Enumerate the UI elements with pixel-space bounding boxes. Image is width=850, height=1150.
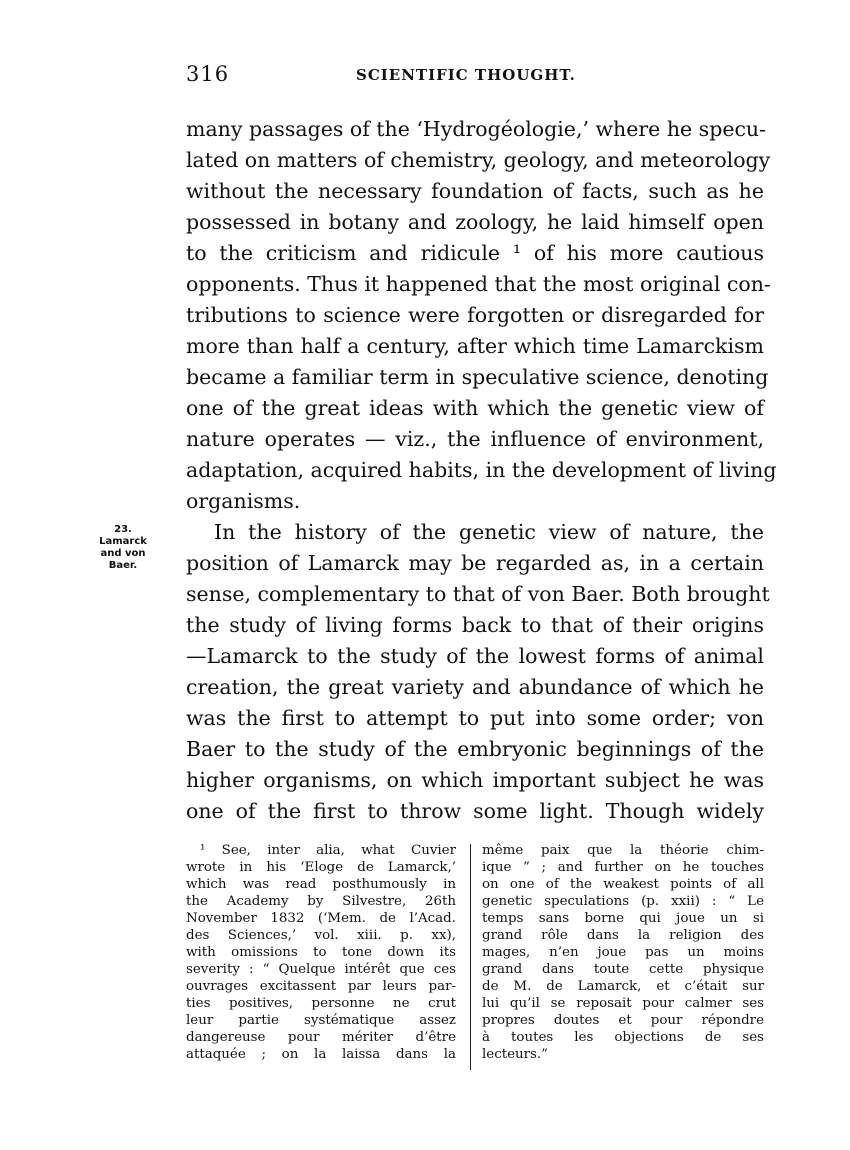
footnote-line: grand dans toute cette physique (482, 962, 764, 977)
footnote-line: lecteurs.” (482, 1047, 549, 1062)
footnote-line: de M. de Lamarck, et c’était sur (482, 979, 764, 994)
footnote-line: dangereuse pour mériter d’être (186, 1030, 456, 1045)
body-line: more than half a century, after which time Lamarckism (186, 334, 764, 358)
body-line: was the first to attempt to put into some order; von (186, 706, 764, 730)
footnote-line: temps sans borne qui joue un si (482, 911, 764, 926)
column-divider (470, 844, 471, 1070)
footnote-line: propres doutes et pour répondre (482, 1013, 764, 1028)
body-text (186, 114, 777, 827)
body-line: adaptation, acquired habits, in the development of living (186, 458, 777, 482)
body-line: tributions to science were forgotten or disregarded for (186, 303, 764, 327)
footnote-line: à toutes les objections de ses (482, 1030, 764, 1045)
footnote-line: lui qu’il se reposait pour calmer ses (482, 996, 764, 1011)
footnote-line: on one of the weakest points of all (482, 877, 764, 892)
margin-note-line: Lamarck (99, 536, 147, 547)
margin-note-line: 23. (114, 524, 132, 535)
footnote-line: November 1832 (‘Mem. de l’Acad. (186, 911, 456, 926)
footnote-line: ¹ See, inter alia, what Cuvier (200, 843, 456, 858)
footnote-line: genetic speculations (p. xxii) : “ Le (482, 894, 764, 909)
body-line: lated on matters of chemistry, geology, and meteorology (186, 148, 771, 172)
body-line: nature operates — viz., the influence of environment, (186, 427, 764, 451)
body-line: creation, the great variety and abundance of which he (186, 675, 764, 699)
footnote-line: ouvrages excitassent par leurs par- (186, 979, 456, 994)
page-number: 316 (186, 62, 230, 86)
footnote-line: attaquée ; on la laissa dans la (186, 1047, 456, 1062)
footnote-line: ties positives, personne ne crut (186, 996, 456, 1011)
body-line: the study of living forms back to that of their origins (186, 613, 764, 637)
footnote-line: des Sciences,’ vol. xiii. p. xx), (186, 928, 456, 943)
footnote-line: ique ” ; and further on he touches (482, 860, 764, 875)
footnote-line: severity : “ Quelque intérêt que ces (186, 962, 456, 977)
body-line: —Lamarck to the study of the lowest forms of animal (186, 644, 764, 668)
margin-note-line: and von (100, 548, 146, 559)
body-line: many passages of the ‘Hydrogéologie,’ where he specu- (186, 117, 767, 141)
body-line: higher organisms, on which important subject he was (186, 768, 764, 792)
body-line: one of the great ideas with which the genetic view of (186, 396, 764, 420)
footnotes (186, 842, 764, 1082)
footnote-line: mages, n’en joue pas un moins (482, 945, 764, 960)
body-line: one of the first to throw some light. Though widely (186, 799, 764, 823)
footnote-line: wrote in his ‘Eloge de Lamarck,’ (186, 860, 456, 875)
footnote-line: leur partie systématique assez (186, 1013, 456, 1028)
margin-note-line: Baer. (108, 560, 138, 571)
footnote-line: the Academy by Silvestre, 26th (186, 894, 456, 909)
footnote-column-left (186, 842, 456, 1063)
footnote-line: which was read posthumously in (186, 877, 456, 892)
body-line: position of Lamarck may be regarded as, in a certain (186, 551, 764, 575)
body-line: In the history of the genetic view of nature, the (214, 520, 764, 544)
body-line: possessed in botany and zoology, he laid himself open (186, 210, 764, 234)
body-line: sense, complementary to that of von Baer. Both brought (186, 582, 770, 606)
footnote-line: grand rôle dans la religion des (482, 928, 764, 943)
body-line: opponents. Thus it happened that the most original con- (186, 272, 771, 296)
footnote-line: même paix que la théorie chim- (482, 843, 764, 858)
body-line: to the criticism and ridicule ¹ of his more cautious (186, 241, 764, 265)
footnote-column-right (482, 842, 764, 1063)
running-head: SCIENTIFIC THOUGHT. (356, 66, 576, 84)
body-line: without the necessary foundation of facts, such as he (186, 179, 764, 203)
body-line: organisms. (186, 489, 301, 513)
page-header (186, 62, 764, 92)
margin-note (92, 524, 154, 572)
body-line: became a familiar term in speculative science, denoting (186, 365, 769, 389)
footnote-line: with omissions to tone down its (186, 945, 456, 960)
body-line: Baer to the study of the embryonic beginnings of the (186, 737, 764, 761)
